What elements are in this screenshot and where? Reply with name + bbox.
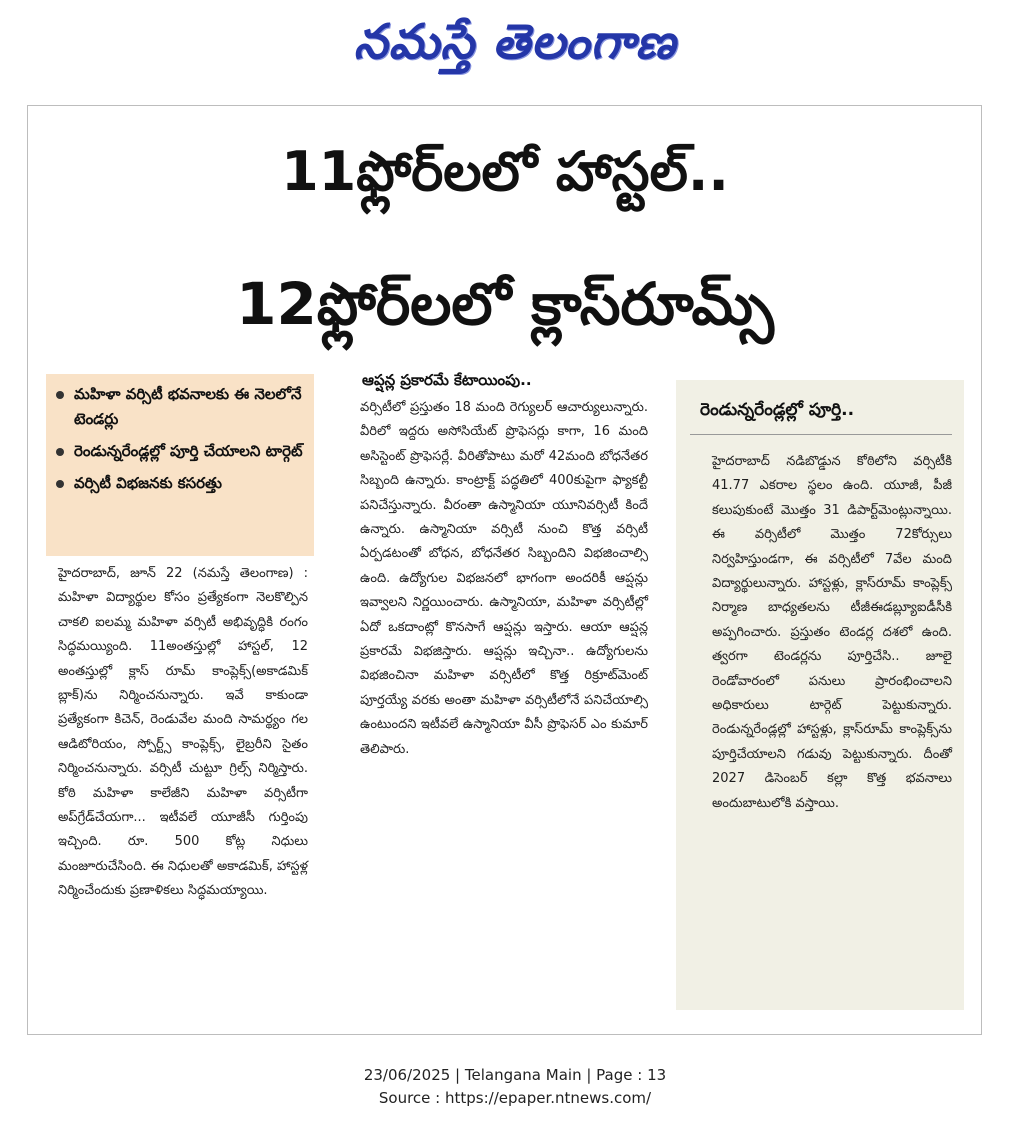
highlights-box: [46, 374, 314, 556]
footer-date-page: 23/06/2025 | Telangana Main | Page : 13: [363, 1066, 667, 1084]
newspaper-masthead: నమస్తే తెలంగాణ: [353, 14, 677, 70]
column-2-subheading: ఆప్షన్ల ప్రకారమే కేటాయింపు..: [362, 371, 532, 389]
sidebar-divider: [690, 434, 952, 435]
footer-source: Source : https://epaper.ntnews.com/: [378, 1089, 652, 1107]
highlight-text: రెండున్నరేండ్లల్లో పూర్తి చేయాలని టార్గెట్: [74, 442, 303, 460]
headline-line-1: 11ఫ్లోర్‌లలో హాస్టల్..: [281, 140, 729, 203]
headline-line-2: 12ఫ్లోర్‌లలో క్లాస్‌రూమ్స్: [236, 270, 774, 338]
sidebar-title: రెండున్నరేండ్లల్లో పూర్తి..: [700, 400, 855, 420]
bullet-icon: [56, 480, 64, 488]
highlight-text: మహిళా వర్సిటీ భవనాలకు ఈ నెలలోనే టెండర్లు: [74, 385, 302, 428]
bullet-icon: [56, 448, 64, 456]
article-column-2: వర్సిటీలో ప్రస్తుతం 18 మంది రెగ్యులర్‌ ఆచార్యులున్నారు. వీరిలో ఇద్దరు అసోసియేట్‌ ప్రొఫెసర్లు కాగా, 16 మంది అసిస్టెంట్‌ ప్రొఫెసర్లే. వీరితోపాటు మరో 42మంది బోధనేతర సిబ్బంది ఉన్నారు. కాంట్రాక్ట్‌ పద్ధతిలో 400కుపైగా ఫ్యాకల్టీ పనిచేస్తున్నారు. వీరంతా ఉస్మానియా యూనివర్సిటీ కిందే ఉన్నారు. ఉస్మానియా వర్సిటీ నుంచి కొత్త వర్సిటీ ఏర్పడటంతో బోధన, బోధనేతర సిబ్బందిని విభజించాల్సి ఉంది. ఉద్యోగుల విభజనలో భాగంగా అందరికీ ఆప్షన్లు ఇవ్వాలని నిర్ణయించారు. ఉస్మానియా, మహిళా వర్సిటీల్లో ఏదో ఒకదాంట్లో కొనసాగే ఆప్షన్లు ఇస్తారు. ఆయా ఆప్షన్ల ప్రకారమే విభజిస్తారు. ఆప్షన్లు ఇచ్చినా.. ఉద్యోగులను విభజించినా మహిళా వర్సిటీలో కొత్త రిక్రూట్‌మెంట్‌ పూర్తయ్యే వరకు అంతా మహిళా వర్సిటీలోనే పనిచేయాల్సి ఉంటుందని ఇటీవలే ఉస్మానియా వీసీ ప్రొఫెసర్‌ ఎం కుమార్‌ తెలిపారు.: [360, 400, 648, 757]
bullet-icon: [56, 391, 64, 399]
highlight-item: [56, 382, 306, 432]
sidebar-text: హైదరాబాద్‌ నడిబొడ్డున కోఠిలోని వర్సిటీకి 41.77 ఎకరాల స్థలం ఉంది. యూజీ, పీజీ కలుపుకుంటే మొత్తం 31 డిపార్ట్‌మెంట్లున్నాయి. ఈ వర్సిటీలో మొత్తం 72కోర్సులు నిర్వహిస్తుండగా, ఈ వర్సిటీలో 7వేల మంది విద్యార్థులున్నారు. హాస్టళ్లు, క్లాస్‌రూమ్‌ కాంప్లెక్స్‌ నిర్మాణ బాధ్యతలను టీజీఈడబ్ల్యూఐడీసీకి అప్పగించారు. ప్రస్తుతం టెండర్ల దశలో ఉంది. త్వరగా టెండర్లను పూర్తిచేసి.. జూలై రెండోవారంలో పనులు ప్రారంభించాలని అధికారులు టార్గెట్‌ పెట్టుకున్నారు. రెండున్నరేండ్లల్లో హాస్టళ్లు, క్లాస్‌రూమ్‌ కాంప్లెక్స్‌ను పూర్తిచేయాలని గడువు పెట్టుకున్నారు. దీంతో 2027 డిసెంబర్‌ కల్లా కొత్త భవనాలు అందుబాటులోకి వస్తాయి.: [712, 454, 952, 811]
highlight-item: [56, 471, 306, 496]
highlight-text: వర్సిటీ విభజనకు కసరత్తు: [74, 474, 222, 492]
article-column-1: హైదరాబాద్‌, జూన్‌ 22 (నమస్తే తెలంగాణ) : మహిళా విద్యార్థుల కోసం ప్రత్యేకంగా నెలకొల్పిన చాకలి ఐలమ్మ మహిళా వర్సిటీ అభివృద్ధికి రంగం సిద్ధమయ్యింది. 11అంతస్తుల్లో హాస్టల్‌, 12 అంతస్తుల్లో క్లాస్‌ రూమ్‌ కాంప్లెక్స్‌(అకాడమిక్‌ బ్లాక్‌)ను నిర్మించనున్నారు. ఇవే కాకుండా ప్రత్యేకంగా కిచెన్‌, రెండువేల మంది సామర్థ్యం గల ఆడిటోరియం, స్పోర్ట్స్‌ కాంప్లెక్స్‌, లైబ్రరీని సైతం నిర్మించనున్నారు. వర్సిటీ చుట్టూ గ్రిల్స్‌ నిర్మిస్తారు. కోఠి మహిళా కాలేజీని మహిళా వర్సిటీగా అప్‌గ్రేడ్‌చేయగా... ఇటీవలే యూజీసీ గుర్తింపు ఇచ్చింది. రూ. 500 కోట్ల నిధులు మంజూరుచేసింది. ఈ నిధులతో అకాడమిక్‌, హాస్టళ్ల నిర్మించేందుకు ప్రణాళికలు సిద్ధమయ్యాయి.: [58, 566, 308, 899]
highlight-item: [56, 439, 306, 464]
